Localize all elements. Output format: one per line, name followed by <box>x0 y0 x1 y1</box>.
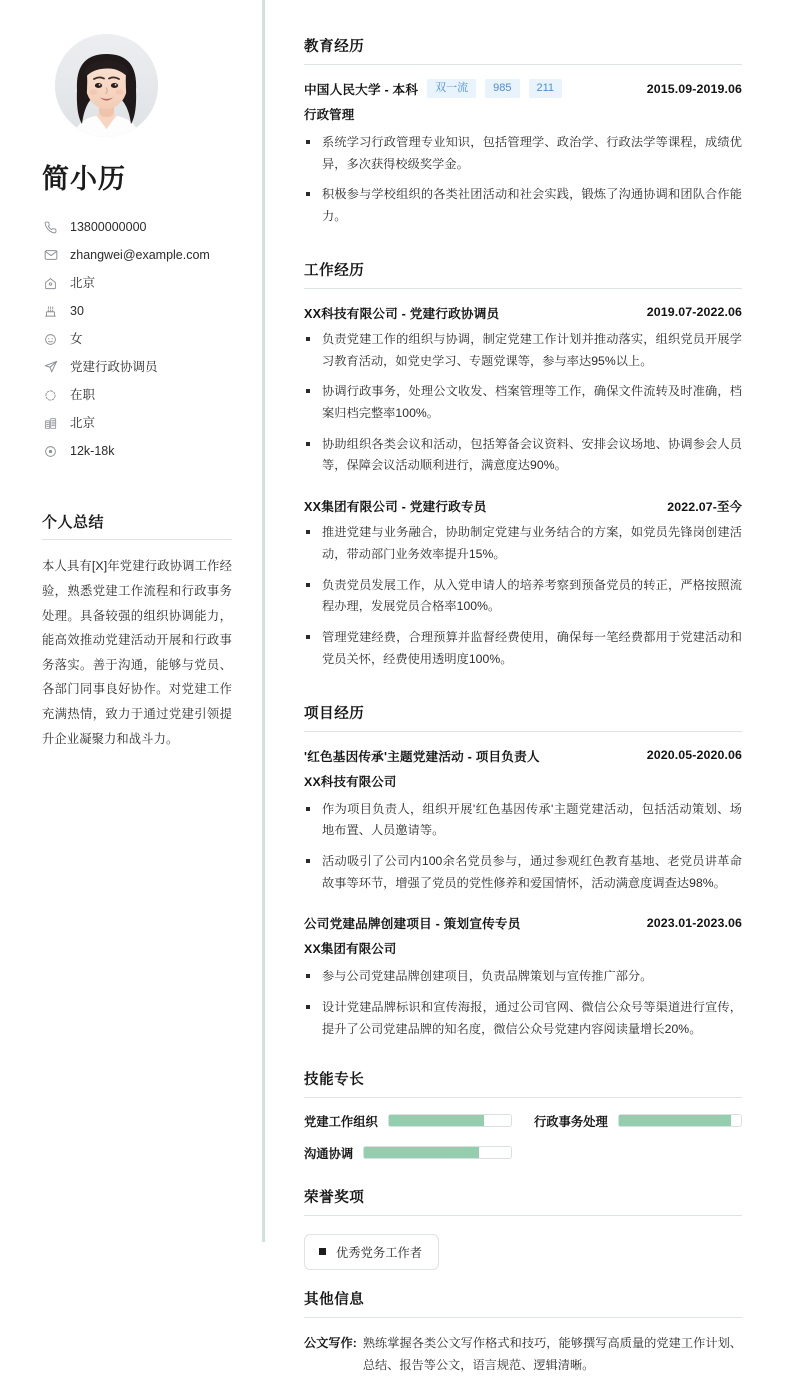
skill-progress-bar <box>388 1114 512 1127</box>
work-entry-head <box>304 496 742 515</box>
salary-icon <box>42 443 59 459</box>
education-school: 中国人民大学 - 本科 <box>304 83 419 97</box>
education-entry <box>304 79 742 228</box>
projects-title: 项目经历 <box>304 702 742 732</box>
project-bullets <box>304 799 742 895</box>
work-company-role: XX集团有限公司 - 党建行政专员 <box>304 500 487 515</box>
work-date: 2022.07-至今 <box>667 499 742 514</box>
work-body <box>304 289 742 671</box>
work-bullets <box>304 329 742 477</box>
summary-text: 本人具有[X]年党建行政协调工作经验，熟悉党建工作流程和行政事务处理。具备较强的组织协调能力，能高效推动党建活动开展和行政事务落实。善于沟通，能够与党员、各部门同事良好协作。对党建工作充满热情，致力于通过党建引领提升企业凝聚力和战斗力。 <box>42 559 232 746</box>
project-entry-head <box>304 913 742 932</box>
skill-label: 沟通协调 <box>304 1146 354 1161</box>
column-divider <box>262 0 265 1242</box>
skill-label: 行政事务处理 <box>534 1114 608 1129</box>
email-icon <box>42 247 59 263</box>
education-entry-head <box>304 79 742 98</box>
work-bullet: 负责党建工作的组织与协调，制定党建工作计划并推动落实，组织党员开展学习教育活动，如党史学习、专题党课等，参与率达95%以上。 <box>304 329 742 372</box>
home-icon <box>42 275 59 291</box>
project-bullet: 作为项目负责人，组织开展'红色基因传承'主题党建活动，包括活动策划、场地布置、人员邀请等。 <box>304 799 742 842</box>
work-section <box>304 259 742 671</box>
education-section <box>304 35 742 228</box>
projects-section <box>304 702 742 1041</box>
work-date: 2019.07-2022.06 <box>646 305 742 320</box>
position-icon <box>42 359 59 375</box>
work-title: 工作经历 <box>304 259 742 289</box>
other-info-value: 熟练掌握各类公文写作格式和技巧，能够撰写高质量的党建工作计划、总结、报告等公文，语言规范、逻辑清晰。 <box>362 1335 742 1373</box>
education-tag-shuangyiliu: 双一流 <box>427 79 476 97</box>
work-bullet: 推进党建与业务融合，协助制定党建与业务结合的方案，如党员先锋岗创建活动，带动部门业务效率提升15%。 <box>304 522 742 565</box>
education-bullets <box>304 132 742 228</box>
project-company: XX集团有限公司 <box>304 942 397 957</box>
project-bullet: 设计党建品牌标识和宣传海报，通过公司官网、微信公众号等渠道进行宣传，提升了公司党建品牌的知名度，微信公众号党建内容阅读量增长20%。 <box>304 997 742 1040</box>
work-bullet: 管理党建经费，合理预算并监督经费使用，确保每一笔经费都用于党建活动和党员关怀，经费使用透明度100%。 <box>304 627 742 670</box>
skill-grid <box>304 1112 742 1176</box>
education-date: 2015.09-2019.06 <box>646 81 742 96</box>
status-icon <box>42 387 59 403</box>
project-date: 2023.01-2023.06 <box>646 915 742 930</box>
work-company-role: XX科技有限公司 - 党建行政协调员 <box>304 306 500 321</box>
avatar <box>55 34 158 137</box>
work-bullet: 协助组织各类会议和活动，包括筹备会议资料、安排会议场地、协调参会人员等，保障会议活动顺利进行，满意度达90%。 <box>304 434 742 477</box>
project-date: 2020.05-2020.06 <box>646 748 742 762</box>
education-entry-left <box>304 79 562 98</box>
phone-icon <box>42 219 59 235</box>
sidebar <box>0 0 262 1242</box>
contact-row-email <box>42 241 232 269</box>
contact-row-city <box>42 409 232 437</box>
honor-label: 优秀党务工作者 <box>336 1245 423 1260</box>
other-info-label: 公文写作: <box>304 1335 357 1350</box>
work-entry-head <box>304 303 742 322</box>
honors-title: 荣誉奖项 <box>304 1186 742 1216</box>
other-info-body <box>304 1318 742 1377</box>
education-title: 教育经历 <box>304 35 742 65</box>
contact-value-email: zhangwei@example.com <box>70 248 210 263</box>
work-bullet: 负责党员发展工作，从入党申请人的培养考察到预备党员的转正，严格按照流程办理，发展党员合格率100%。 <box>304 575 742 618</box>
project-name-role: '红色基因传承'主题党建活动 - 项目负责人 <box>304 749 540 764</box>
project-bullet: 参与公司党建品牌创建项目，负责品牌策划与宣传推广部分。 <box>304 966 742 988</box>
contact-value-age: 30 <box>70 304 84 319</box>
skills-section <box>304 1068 742 1176</box>
person-name: 简小历 <box>42 164 126 194</box>
education-tag-985: 985 <box>485 79 519 97</box>
project-bullets <box>304 966 742 1040</box>
contact-value-gender: 女 <box>70 332 83 347</box>
project-entry-head <box>304 746 742 765</box>
city-icon <box>42 415 59 431</box>
honor-chip <box>304 1234 439 1270</box>
contact-row-status <box>42 381 232 409</box>
contact-row-position <box>42 353 232 381</box>
contact-value-salary: 12k-18k <box>70 444 115 459</box>
contact-row-phone <box>42 213 232 241</box>
project-company: XX科技有限公司 <box>304 774 397 789</box>
main-content <box>262 0 794 1373</box>
education-body <box>304 65 742 228</box>
contact-value-home: 北京 <box>70 276 96 291</box>
contact-row-age <box>42 297 232 325</box>
other-info-row <box>304 1332 742 1377</box>
summary-section <box>42 511 232 751</box>
contact-value-city: 北京 <box>70 416 96 431</box>
project-entry <box>304 913 742 1040</box>
education-bullet: 系统学习行政管理专业知识，包括管理学、政治学、行政法学等课程，成绩优异，多次获得校级奖学金。 <box>304 132 742 175</box>
education-bullet: 积极参与学校组织的各类社团活动和社会实践，锻炼了沟通协调和团队合作能力。 <box>304 184 742 227</box>
bullet-square-icon <box>319 1248 326 1255</box>
contact-value-position: 党建行政协调员 <box>70 360 158 375</box>
contact-row-salary <box>42 437 232 465</box>
honors-body <box>304 1216 742 1270</box>
work-bullet: 协调行政事务，处理公文收发、档案管理等工作，确保文件流转及时准确，档案归档完整率100%。 <box>304 381 742 424</box>
skill-progress-bar <box>363 1146 512 1159</box>
project-bullet: 活动吸引了公司内100余名党员参与，通过参观红色教育基地、老党员讲革命故事等环节，增强了党员的党性修养和爱国情怀，活动满意度调查达98%。 <box>304 851 742 894</box>
projects-body <box>304 732 742 1041</box>
work-entry <box>304 303 742 477</box>
honors-section <box>304 1186 742 1270</box>
skill-item <box>304 1112 512 1130</box>
skill-progress-fill <box>389 1115 484 1126</box>
work-bullets <box>304 522 742 670</box>
skill-progress-fill <box>619 1115 731 1126</box>
skills-title: 技能专长 <box>304 1068 742 1098</box>
contact-list <box>42 213 232 465</box>
other-info-section <box>304 1288 742 1377</box>
skill-item <box>534 1112 742 1130</box>
skill-label: 党建工作组织 <box>304 1114 378 1129</box>
other-info-title: 其他信息 <box>304 1288 742 1318</box>
education-tag-211: 211 <box>529 79 563 97</box>
project-name-role: 公司党建品牌创建项目 - 策划宣传专员 <box>304 917 521 932</box>
skill-progress-bar <box>618 1114 742 1127</box>
project-entry <box>304 746 742 895</box>
contact-row-home <box>42 269 232 297</box>
work-entry <box>304 496 742 670</box>
skills-body <box>304 1098 742 1176</box>
summary-title: 个人总结 <box>42 511 232 540</box>
birthday-icon <box>42 303 59 319</box>
education-major: 行政管理 <box>304 108 355 122</box>
skill-item <box>304 1144 512 1162</box>
skill-progress-fill <box>364 1147 479 1158</box>
contact-row-gender <box>42 325 232 353</box>
contact-value-phone: 13800000000 <box>70 220 147 235</box>
gender-icon <box>42 331 59 347</box>
contact-value-status: 在职 <box>70 388 96 403</box>
honor-list <box>304 1230 742 1270</box>
